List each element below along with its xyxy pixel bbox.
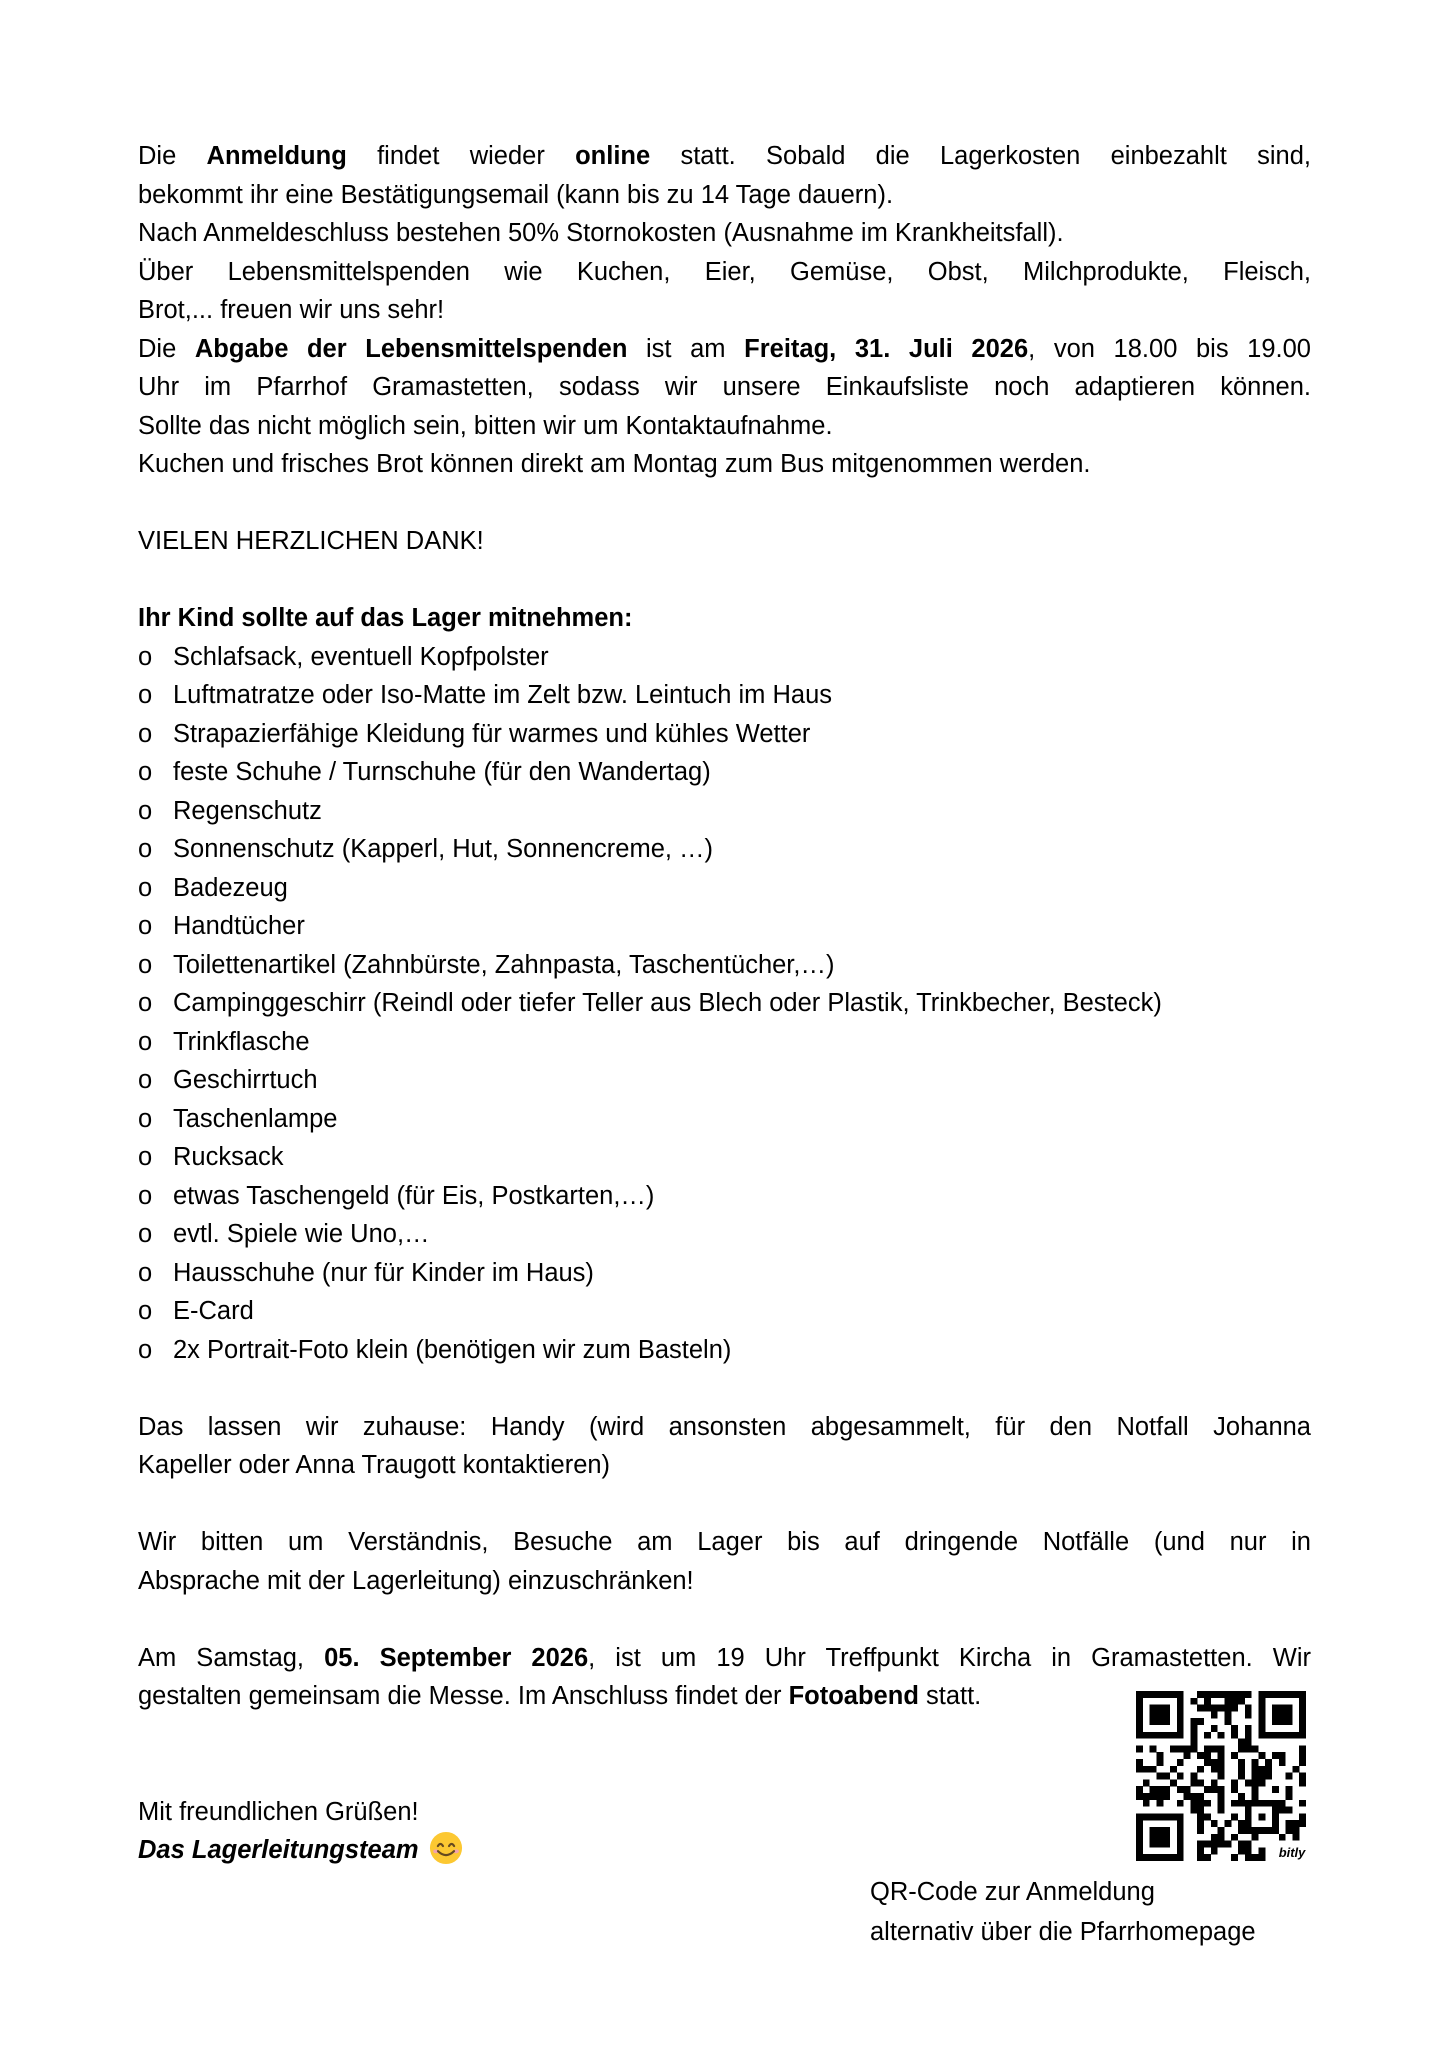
text-line: Wir bitten um Verständnis, Besuche am Lager bis auf dringende Notfälle (und nur in (138, 1528, 1311, 1556)
list-item (138, 907, 1311, 946)
list-item-text: Sonnenschutz (Kapperl, Hut, Sonnencreme, …) (173, 835, 714, 863)
list-item (138, 1292, 1311, 1331)
text-line: bekommt ihr eine Bestätigungsemail (kann bis zu 14 Tage dauern). (138, 180, 894, 209)
list-item-text: E-Card (173, 1297, 254, 1325)
bullet-marker: o (138, 989, 153, 1017)
list-item (138, 946, 1311, 985)
list-item (138, 715, 1311, 754)
text-line: Brot,... freuen wir uns sehr! (138, 296, 445, 324)
qr-caption-line-2: alternativ über die Pfarrhomepage (870, 1918, 1256, 1946)
text-line: gestalten gemeinsam die Messe. Im Anschluss findet der Fotoabend statt. (138, 1682, 982, 1710)
list-item (138, 638, 1311, 677)
bullet-marker: o (138, 1143, 153, 1171)
list-item-text: 2x Portrait-Foto klein (benötigen wir zum Basteln) (173, 1335, 732, 1364)
list-item (138, 984, 1311, 1023)
bullet-marker: o (138, 1181, 153, 1210)
bullet-marker: o (138, 1297, 153, 1325)
list-item-text: Campinggeschirr (Reindl oder tiefer Teller aus Blech oder Plastik, Trinkbecher, Besteck) (173, 989, 1162, 1017)
text-line: Am Samstag, 05. September 2026, ist um 19 Uhr Treffpunkt Kircha in Gramastetten. Wir (138, 1643, 1311, 1672)
list-item-text: Hausschuhe (nur für Kinder im Haus) (173, 1258, 594, 1287)
blank-line (138, 484, 1311, 523)
list-item (138, 792, 1311, 831)
list-item (138, 830, 1311, 869)
text-line: Nach Anmeldeschluss bestehen 50% Stornokosten (Ausnahme im Krankheitsfall). (138, 219, 1064, 247)
list-item (138, 1215, 1311, 1254)
list-item-text: Geschirrtuch (173, 1066, 318, 1094)
text-line: Über Lebensmittelspenden wie Kuchen, Eier, Gemüse, Obst, Milchprodukte, Fleisch, (138, 257, 1311, 286)
bullet-marker: o (138, 1258, 153, 1287)
list-item (138, 1177, 1311, 1216)
text-line: Kuchen und frisches Brot können direkt am Montag zum Bus mitgenommen werden. (138, 450, 1091, 478)
list-item (138, 1138, 1311, 1177)
signature-line: Das Lagerleitungsteam (138, 1831, 1311, 1870)
bullet-marker: o (138, 719, 153, 748)
intro-line: Die Anmeldung findet wieder online statt. Sobald die Lagerkosten einbezahlt sind, (138, 142, 1311, 170)
list-item-text: Schlafsack, eventuell Kopfpolster (173, 642, 549, 671)
list-item (138, 1331, 1311, 1370)
qr-code-image (1136, 1691, 1306, 1861)
qr-caption-line-1: QR-Code zur Anmeldung (870, 1878, 1155, 1906)
closing-line: Mit freundlichen Grüßen! (138, 1797, 419, 1826)
list-item (138, 676, 1311, 715)
list-item (138, 1100, 1311, 1139)
list-item-text: etwas Taschengeld (für Eis, Postkarten,…) (173, 1181, 655, 1210)
text-line: Die Abgabe der Lebensmittelspenden ist am Freitag, 31. Juli 2026, von 18.00 bis 19.00 (138, 334, 1311, 363)
bullet-marker: o (138, 835, 153, 863)
list-item (138, 753, 1311, 792)
list-item (138, 869, 1311, 908)
bullet-marker: o (138, 1066, 153, 1094)
list-item-text: Taschenlampe (173, 1104, 338, 1133)
bullet-marker: o (138, 950, 153, 979)
list-item-text: Toilettenartikel (Zahnbürste, Zahnpasta, Taschentücher,…) (173, 950, 835, 979)
thanks-line: VIELEN HERZLICHEN DANK! (138, 527, 484, 555)
list-item-text: Rucksack (173, 1143, 284, 1171)
text-line: Sollte das nicht möglich sein, bitten wir um Kontaktaufnahme. (138, 411, 833, 440)
list-item-text: Handtücher (173, 912, 305, 940)
bullet-marker: o (138, 1027, 153, 1056)
bullet-marker: o (138, 642, 153, 671)
text-line: Absprache mit der Lagerleitung) einzuschränken! (138, 1566, 694, 1595)
list-item (138, 1023, 1311, 1062)
bullet-marker: o (138, 873, 153, 902)
blank-line (138, 561, 1311, 600)
document-body (138, 137, 1311, 1870)
bullet-marker: o (138, 1335, 153, 1364)
packing-list-heading: Ihr Kind sollte auf das Lager mitnehmen: (138, 604, 633, 632)
bullet-marker: o (138, 1220, 153, 1248)
blank-line (138, 1369, 1311, 1408)
list-item-text: Trinkflasche (173, 1027, 310, 1056)
list-item-text: evtl. Spiele wie Uno,… (173, 1220, 430, 1248)
blank-line (138, 1600, 1311, 1639)
bullet-marker: o (138, 796, 153, 825)
list-item-text: feste Schuhe / Turnschuhe (für den Wandertag) (173, 758, 711, 786)
bitly-logo-text: bitly (1278, 1844, 1306, 1860)
bullet-marker: o (138, 758, 153, 786)
text-line: Uhr im Pfarrhof Gramastetten, sodass wir unsere Einkaufsliste noch adaptieren können. (138, 373, 1311, 401)
list-item-text: Luftmatratze oder Iso-Matte im Zelt bzw. Leintuch im Haus (173, 681, 833, 709)
list-item-text: Badezeug (173, 873, 288, 902)
text-line: Das lassen wir zuhause: Handy (wird ansonsten abgesammelt, für den Notfall Johanna (138, 1412, 1311, 1441)
qr-code (1136, 1691, 1306, 1861)
bullet-marker: o (138, 681, 153, 709)
qr-caption (870, 1872, 1256, 1952)
bullet-marker: o (138, 1104, 153, 1133)
bullet-marker: o (138, 912, 153, 940)
blank-line (138, 1485, 1311, 1524)
list-item (138, 1061, 1311, 1100)
text-line: Kapeller oder Anna Traugott kontaktieren) (138, 1451, 611, 1479)
list-item-text: Strapazierfähige Kleidung für warmes und kühles Wetter (173, 719, 811, 748)
list-item-text: Regenschutz (173, 796, 322, 825)
list-item (138, 1254, 1311, 1293)
smiling-emoji-icon (429, 1831, 463, 1865)
